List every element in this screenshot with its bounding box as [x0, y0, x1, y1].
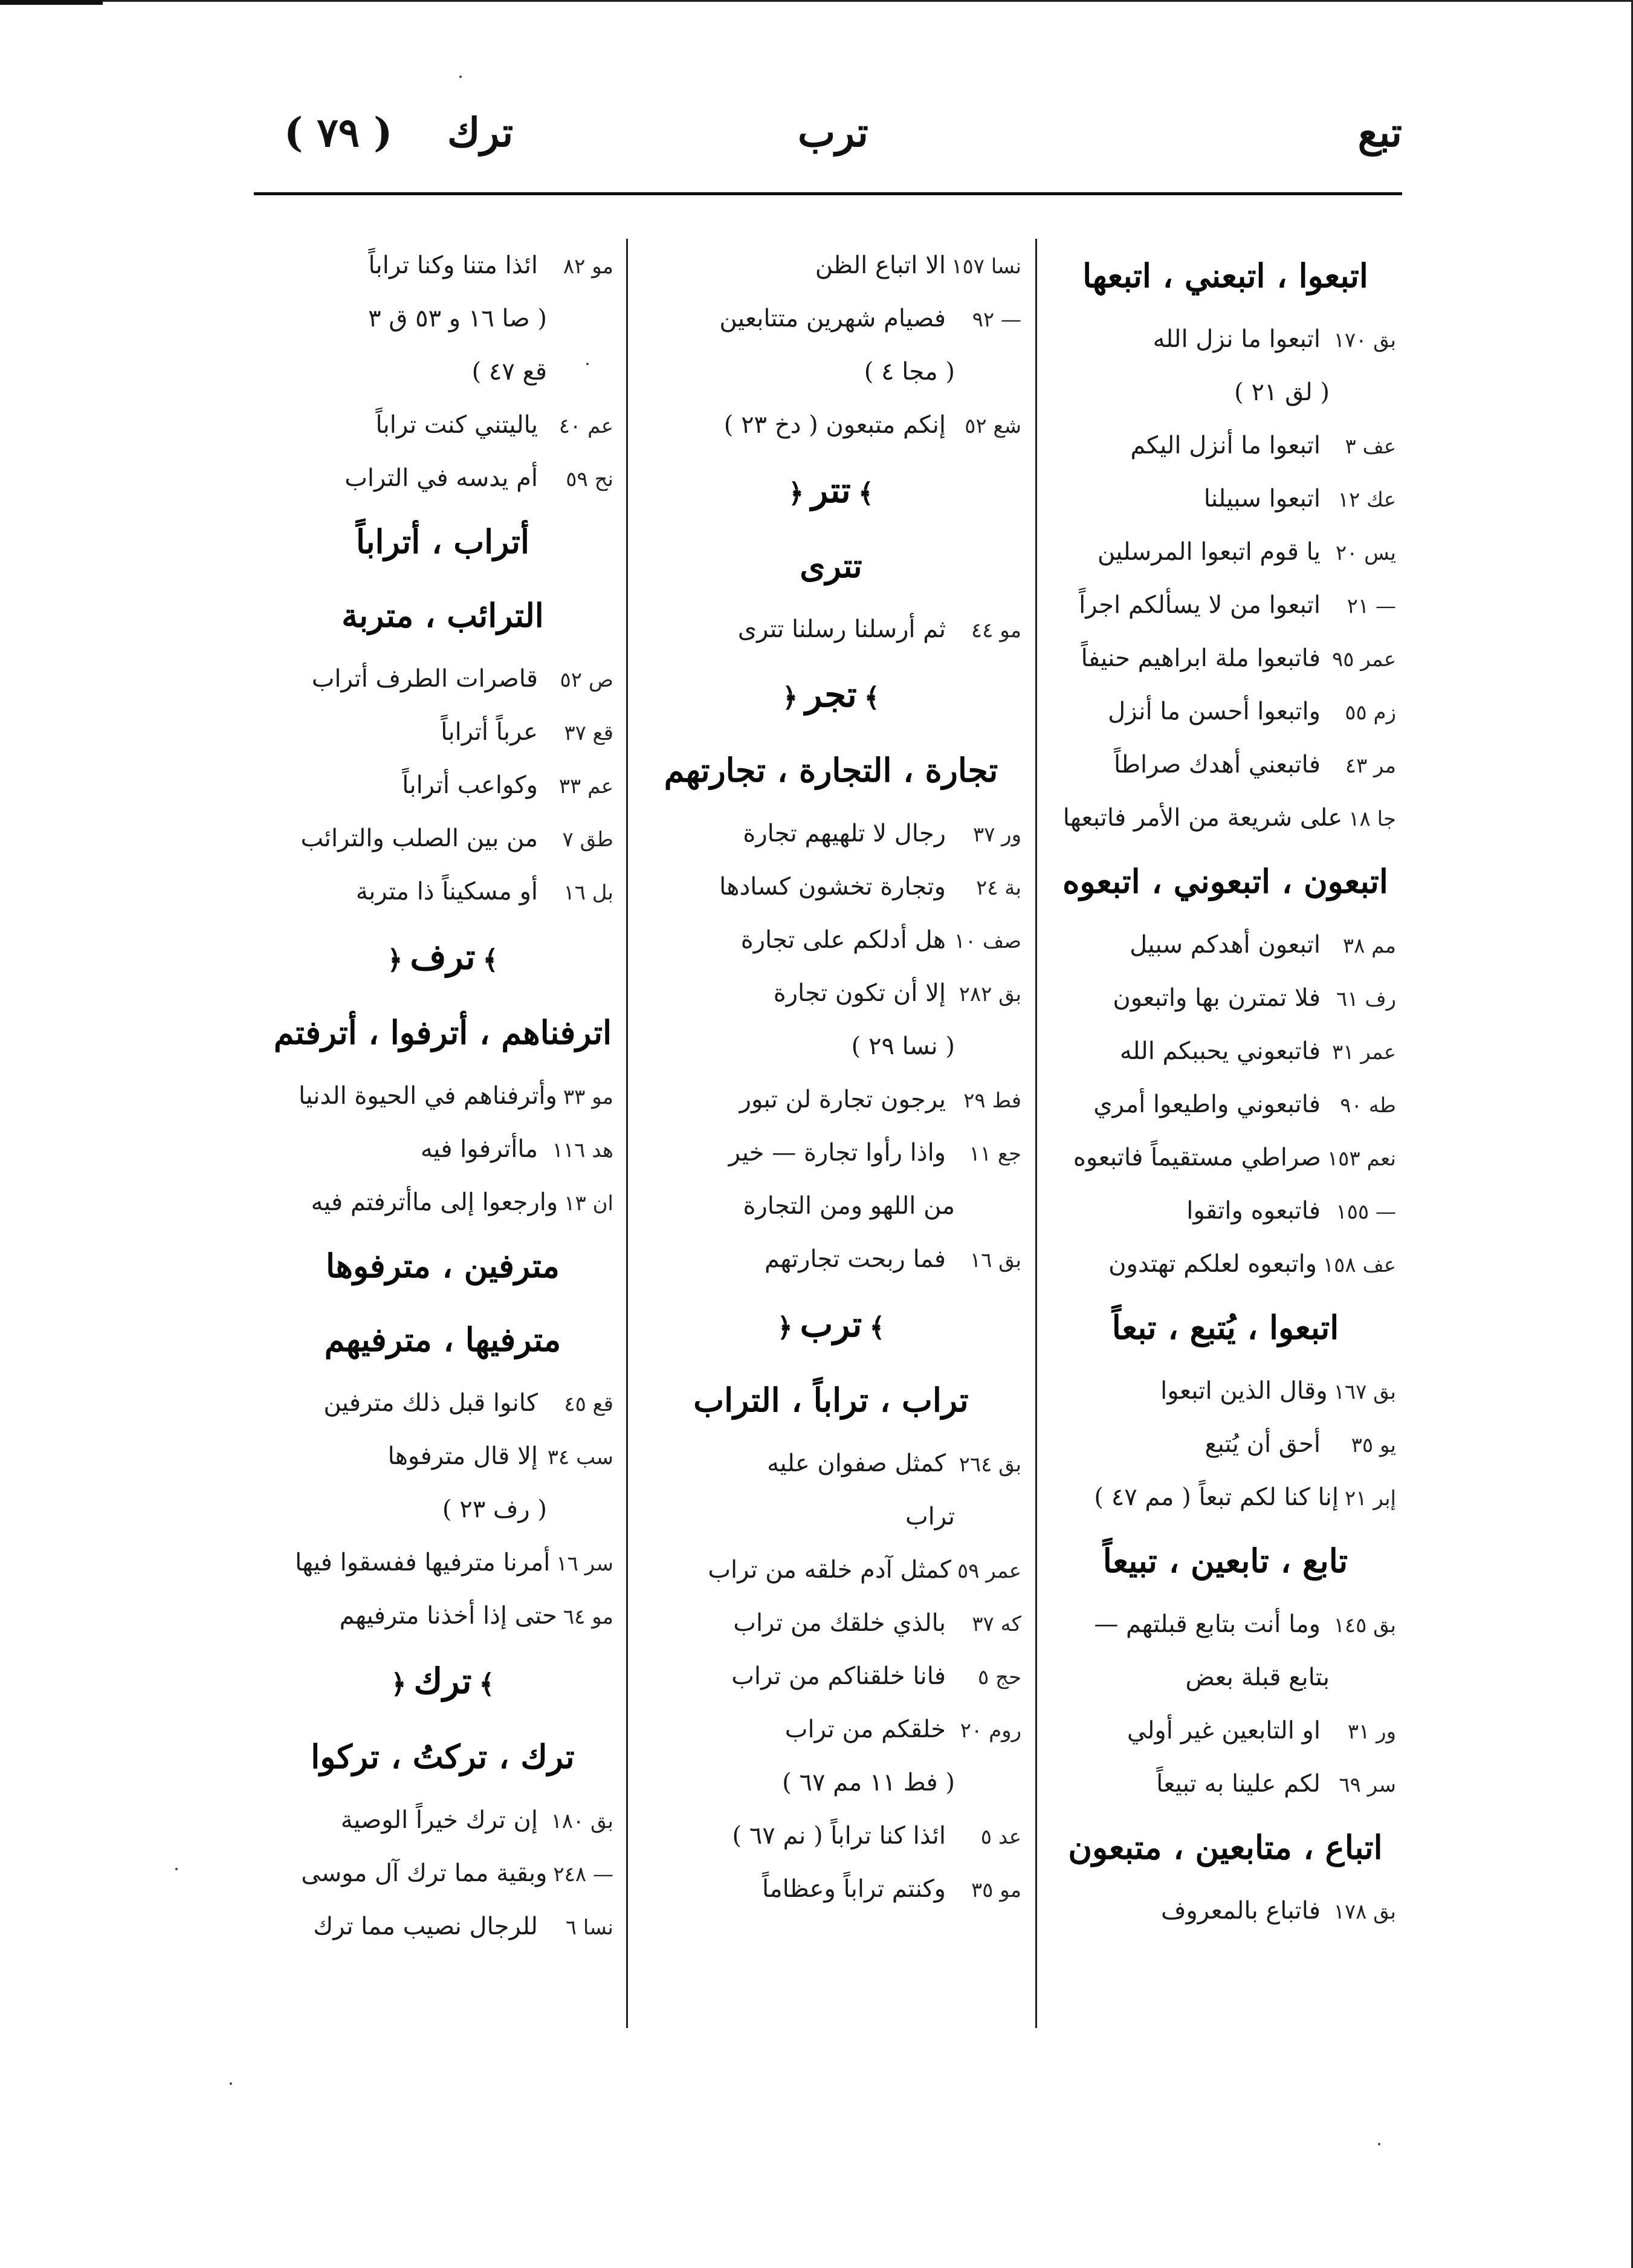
verse-text: كانوا قبل ذلك مترفين [323, 1389, 538, 1417]
verse-entry [272, 1847, 613, 1900]
ornament-icon: ﴾ [869, 1312, 885, 1343]
ornament-icon: ﴾ [858, 478, 874, 509]
verse-entry [1055, 525, 1396, 578]
verse-text: حتى إذا أخذنا مترفيهم [339, 1602, 557, 1630]
ornament-icon: ﴿ [390, 1669, 407, 1700]
verse-continuation: ( فط ١١ مم ٦٧ ) [782, 1769, 955, 1797]
verse-text: اتبعوا سبيلنا [1203, 485, 1321, 513]
verse-text: فانا خلقناكم من تراب [731, 1662, 946, 1690]
verse-text: إن ترك خيراً الوصية [340, 1806, 538, 1834]
verse-entry [1055, 313, 1396, 366]
root-word: ترف [410, 936, 476, 977]
verse-text: لكم علينا به تبيعاً [1156, 1770, 1321, 1798]
root-heading [641, 656, 1021, 733]
word-heading: تترى [800, 546, 862, 585]
verse-ref: سر ١٦ [556, 1552, 613, 1576]
word-heading: أتراب ، أتراباً [355, 522, 529, 561]
verse-text: ائذا متنا وكنا تراباً [368, 251, 538, 279]
verse-entry [641, 913, 1021, 967]
verse-ref: نسا ١٥٧ [951, 254, 1021, 279]
verse-text: او التابعين غير أولي [1127, 1717, 1321, 1745]
verse-text: فاتبعوني يحببكم الله [1119, 1037, 1321, 1065]
verse-continuation: ( نسا ٢٩ ) [851, 1032, 955, 1060]
root-word: ترب [800, 1304, 862, 1345]
verse-entry [1055, 632, 1396, 685]
verse-entry [272, 1376, 613, 1430]
verse-ref: — ٩٢ [972, 308, 1021, 332]
verse-text: فاتبعوا ملة ابراهيم حنيفاً [1081, 644, 1321, 672]
verse-ref: ص ٥٢ [560, 668, 613, 692]
verse-text: وما أنت بتابع قبلتهم — [1094, 1610, 1321, 1638]
scan-speck [1378, 2143, 1380, 2145]
verse-text: ماأترفوا فيه [420, 1135, 538, 1163]
verse-continuation: بتابع قبلة بعض [1185, 1664, 1330, 1691]
verse-text: فاتبعوه واتقوا [1186, 1197, 1321, 1225]
verse-text: وتجارة تخشون كسادها [719, 873, 946, 901]
verse-ref: — ٢١ [1347, 594, 1396, 618]
verse-entry [641, 398, 1021, 452]
verse-ref: نعم ١٥٣ [1327, 1147, 1396, 1171]
word-heading: تابع ، تابعين ، تبيعاً [1102, 1541, 1348, 1580]
ornament-icon: ﴾ [479, 1669, 495, 1700]
column-left [272, 239, 613, 2052]
verse-entry [272, 1430, 613, 1483]
root-heading [272, 918, 613, 996]
verse-ref: طه ٩٠ [1340, 1094, 1396, 1118]
header-right-word: تبع [1357, 109, 1402, 156]
verse-continuation: ( لق ٢١ ) [1234, 378, 1330, 406]
verse-entry [1055, 419, 1396, 472]
word-heading: اترفناهم ، أترفوا ، أترفتم [273, 1013, 612, 1052]
verse-entry [272, 1069, 613, 1123]
word-heading: اتباع ، متابعين ، متبعون [1068, 1828, 1383, 1867]
verse-ref: بة ٢٤ [975, 876, 1021, 900]
root-word: ترك [413, 1660, 472, 1702]
verse-ref: ور ٣٧ [972, 823, 1021, 847]
verse-text: فاتبعوني واطيعوا أمري [1093, 1090, 1321, 1118]
verse-text: إلا قال مترفوها [387, 1442, 538, 1470]
verse-text: أو مسكيناً ذا متربة [355, 878, 538, 906]
verse-text: إنكم متبعون ( دخ ٢٣ ) [723, 411, 946, 439]
verse-entry [1055, 1237, 1396, 1291]
verse-continuation: ( مجا ٤ ) [864, 358, 955, 386]
verse-text: إنا كنا لكم تبعاً ( مم ٤٧ ) [1094, 1483, 1339, 1511]
verse-ref: ان ١٣ [564, 1191, 613, 1216]
verse-entry [1055, 1184, 1396, 1237]
verse-text: أمرنا مترفيها ففسقوا فيها [295, 1549, 551, 1576]
verse-entry [641, 1233, 1021, 1286]
verse-ref: رف ٦١ [1336, 987, 1396, 1011]
verse-ref: بق ١٦ [969, 1248, 1021, 1272]
verse-entry [1055, 1884, 1396, 1937]
scan-speck [586, 363, 589, 365]
verse-ref: شع ٥٢ [965, 414, 1021, 438]
verse-ref: عك ١٢ [1337, 488, 1396, 512]
verse-ref: جع ١١ [969, 1142, 1021, 1166]
verse-text: عرباً أتراباً [441, 718, 538, 746]
verse-ref: حج ٥ [977, 1665, 1021, 1690]
word-heading: اتبعون ، اتبعوني ، اتبعوه [1062, 862, 1388, 901]
verse-text: خلقكم من تراب [784, 1716, 946, 1743]
scan-speck [230, 2082, 232, 2085]
verse-text: رجال لا تلهيهم تجارة [743, 820, 946, 847]
verse-ref: بق ١٦٧ [1333, 1380, 1396, 1404]
column-divider-right [1035, 239, 1037, 2028]
verse-continuation: من اللهو ومن التجارة [743, 1192, 955, 1220]
verse-entry [272, 1900, 613, 1953]
verse-text: هل أدلكم على تجارة [740, 926, 946, 954]
verse-text: بالذي خلقك من تراب [733, 1609, 946, 1637]
verse-text: قاصرات الطرف أتراب [311, 665, 538, 693]
verse-text: فاتبعني أهدك صراطاً [1114, 751, 1321, 779]
verse-entry [1055, 472, 1396, 525]
verse-text: فصيام شهرين متتابعين [719, 305, 946, 332]
corner-mark [0, 0, 103, 5]
verse-ref: مو ٤٤ [971, 618, 1021, 643]
verse-ref: نسا ٦ [565, 1916, 613, 1940]
ornament-icon: ﴾ [482, 945, 499, 976]
verse-ref: بل ١٦ [563, 881, 613, 905]
verse-entry [641, 239, 1021, 292]
verse-ref: بق ١٨٠ [551, 1809, 613, 1833]
verse-ref: طق ٧ [562, 828, 613, 852]
page-number: ( ٧٩ ) [284, 109, 393, 156]
verse-ref: — ٢٤٨ [553, 1862, 613, 1887]
scan-speck [459, 76, 462, 78]
verse-text: للرجال نصيب مما ترك [313, 1913, 538, 1940]
verse-text: ثم أرسلنا رسلنا تترى [737, 615, 946, 643]
verse-ref: بق ١٤٥ [1333, 1613, 1396, 1638]
verse-ref: مو ٣٣ [563, 1085, 613, 1109]
verse-ref: مو ٣٥ [971, 1878, 1021, 1902]
verse-text: اتبعون أهدكم سبيل [1130, 931, 1321, 959]
verse-ref: جا ١٨ [1348, 807, 1396, 831]
verse-entry [641, 1596, 1021, 1650]
verse-ref: عم ٤٠ [558, 414, 613, 438]
verse-text: كمثل صفوان عليه [767, 1450, 946, 1477]
word-heading: مترفين ، مترفوها [326, 1246, 560, 1285]
verse-entry [1055, 791, 1396, 844]
verse-entry [1055, 1598, 1396, 1651]
verse-ref: سب ٣٤ [547, 1445, 613, 1469]
verse-entry [1055, 1757, 1396, 1810]
verse-text: اتبعوا من لا يسألكم اجراً [1079, 591, 1321, 619]
word-heading: ترك ، تركتُ ، تركوا [311, 1737, 575, 1776]
root-heading [641, 1286, 1021, 1363]
verse-ref: قع ٣٧ [564, 721, 613, 745]
header-rule [254, 192, 1402, 195]
verse-entry [272, 1123, 613, 1176]
verse-entry [272, 865, 613, 918]
verse-entry [641, 1703, 1021, 1756]
verse-text: أحق أن يُتبع [1205, 1430, 1321, 1458]
root-word: تجر [805, 674, 857, 715]
verse-ref: زم ٥٥ [1345, 701, 1396, 725]
verse-ref: هد ١١٦ [552, 1138, 613, 1162]
word-heading: مترفيها ، مترفيهم [324, 1320, 561, 1359]
verse-ref: عف ٣ [1345, 435, 1396, 459]
verse-entry [641, 603, 1021, 656]
verse-entry [1055, 1471, 1396, 1524]
verse-text: وارجعوا إلى ماأترفتم فيه [311, 1188, 558, 1216]
verse-ref: عم ٣٣ [558, 774, 613, 799]
verse-entry [1055, 685, 1396, 738]
verse-ref: نح ٥٩ [566, 467, 613, 491]
verse-text: واذا رأوا تجارة — خير [728, 1139, 946, 1167]
verse-text: وقال الذين اتبعوا [1160, 1377, 1328, 1405]
verse-entry [272, 398, 613, 452]
verse-ref: كه ٣٧ [972, 1612, 1021, 1636]
verse-entry [1055, 1418, 1396, 1471]
verse-text: إلا أن تكون تجارة [773, 979, 946, 1007]
verse-entry [1055, 1704, 1396, 1757]
verse-ref: ور ٣١ [1347, 1720, 1396, 1744]
verse-text: ائذا كنا تراباً ( نم ٦٧ ) [732, 1822, 946, 1850]
verse-ref: عد ٥ [980, 1825, 1021, 1849]
verse-entry [272, 652, 613, 705]
verse-entry [1055, 918, 1396, 971]
verse-entry [272, 1536, 613, 1589]
verse-continuation: ( رف ٢٣ ) [442, 1495, 547, 1523]
verse-ref: روم ٢٠ [960, 1719, 1021, 1743]
verse-entry [641, 860, 1021, 913]
verse-ref: بق ١٧٨ [1333, 1900, 1396, 1924]
verse-entry [272, 1176, 613, 1229]
verse-entry [641, 1437, 1021, 1490]
verse-text: صراطي مستقيماً فاتبعوه [1073, 1144, 1321, 1171]
verse-entry [1055, 971, 1396, 1025]
verse-entry [272, 759, 613, 812]
verse-ref: قع ٤٥ [564, 1392, 613, 1416]
verse-ref: عمر ٣١ [1331, 1040, 1396, 1064]
verse-entry [1055, 1025, 1396, 1078]
verse-ref: عمر ٩٥ [1331, 647, 1396, 672]
verse-entry [641, 1809, 1021, 1862]
verse-ref: عمر ٥٩ [957, 1559, 1021, 1583]
verse-text: وبقية مما ترك آل موسى [301, 1859, 548, 1887]
verse-text: ياليتني كنت تراباً [375, 411, 538, 439]
root-heading [272, 1642, 613, 1720]
verse-entry [641, 1650, 1021, 1703]
verse-entry [641, 1543, 1021, 1596]
verse-ref: بق ٢٨٢ [959, 982, 1021, 1006]
verse-entry [272, 705, 613, 759]
root-word: تتر [811, 470, 851, 511]
verse-text: واتبعوه لعلكم تهتدون [1108, 1250, 1317, 1278]
verse-text: فما ربحت تجارتهم [764, 1245, 946, 1273]
verse-text: واتبعوا أحسن ما أنزل [1108, 698, 1321, 725]
verse-ref: فط ٢٩ [963, 1089, 1021, 1113]
verse-ref: مو ٨٢ [563, 254, 613, 279]
verse-ref: سر ٦٩ [1339, 1773, 1396, 1797]
verse-ref: مو ٦٤ [563, 1605, 613, 1629]
page-header [254, 97, 1402, 169]
verse-entry [1055, 578, 1396, 632]
root-heading [641, 452, 1021, 529]
verse-entry [272, 812, 613, 865]
word-heading: تراب ، تراباً ، التراب [693, 1381, 969, 1419]
verse-ref: — ١٥٥ [1336, 1200, 1396, 1224]
verse-text: اتبعوا ما نزل الله [1153, 325, 1321, 353]
verse-continuation: تراب [905, 1503, 955, 1531]
header-left-word: ترك [447, 109, 514, 156]
column-divider-left [626, 239, 628, 2028]
verse-entry [641, 292, 1021, 345]
word-heading: اتبعوا ، اتبعني ، اتبعها [1082, 256, 1368, 295]
verse-entry [641, 1862, 1021, 1916]
ornament-icon: ﴿ [788, 478, 804, 509]
verse-entry [1055, 1364, 1396, 1418]
verse-ref: إبر ٢١ [1344, 1486, 1396, 1511]
verse-text: كمثل آدم خلقه من تراب [708, 1556, 951, 1584]
verse-entry [1055, 1131, 1396, 1184]
ornament-icon: ﴿ [777, 1312, 793, 1343]
ornament-icon: ﴾ [864, 682, 880, 713]
verse-text: فلا تمترن بها واتبعون [1113, 984, 1321, 1012]
verse-entry [272, 1589, 613, 1642]
verse-entry [641, 967, 1021, 1020]
word-heading: تجارة ، التجارة ، تجارتهم [664, 751, 998, 789]
verse-ref: يو ٣٥ [1351, 1433, 1396, 1457]
ornament-icon: ﴿ [782, 682, 798, 713]
verse-text: اتبعوا ما أنزل اليكم [1130, 432, 1321, 459]
verse-text: على شريعة من الأمر فاتبعها [1062, 804, 1343, 832]
verse-ref: عف ١٥٨ [1322, 1253, 1396, 1277]
verse-text: وأترفناهم في الحيوة الدنيا [299, 1082, 557, 1110]
verse-entry [641, 1073, 1021, 1126]
verse-ref: مم ٣٨ [1342, 934, 1396, 958]
verse-entry [641, 1126, 1021, 1179]
verse-text: الا اتباع الظن [815, 251, 946, 279]
verse-continuation: ( صا ١٦ و ٥٣ ق ٣ [368, 305, 547, 332]
verse-entry [272, 239, 613, 292]
verse-ref: يس ٢٠ [1335, 541, 1396, 565]
header-center-word: ترب [798, 109, 868, 156]
verse-entry [272, 452, 613, 505]
verse-text: أم يدسه في التراب [344, 464, 538, 492]
verse-ref: بق ٢٦٤ [959, 1453, 1021, 1477]
verse-text: وكواعب أتراباً [402, 771, 538, 799]
verse-continuation: قع ٤٧ ) [471, 358, 547, 386]
verse-text: فاتباع بالمعروف [1160, 1897, 1321, 1925]
column-right [1055, 239, 1396, 2052]
verse-entry [641, 807, 1021, 860]
verse-entry [272, 1793, 613, 1847]
column-middle [641, 239, 1021, 2052]
verse-text: وكنتم تراباً وعظاماً [762, 1875, 946, 1903]
verse-ref: صف ١٠ [954, 929, 1021, 953]
verse-entry [1055, 1078, 1396, 1131]
scan-speck [175, 1868, 178, 1870]
verse-text: يا قوم اتبعوا المرسلين [1097, 538, 1321, 566]
word-heading: اتبعوا ، يُتبع ، تبعاً [1111, 1308, 1339, 1347]
verse-text: يرجون تجارة لن تبور [739, 1086, 946, 1113]
verse-entry [1055, 738, 1396, 791]
verse-ref: بق ١٧٠ [1333, 328, 1396, 352]
ornament-icon: ﴿ [387, 945, 403, 976]
verse-text: من بين الصلب والترائب [300, 825, 538, 852]
verse-ref: مر ٤٣ [1345, 754, 1396, 778]
word-heading: الترائب ، متربة [341, 596, 544, 635]
